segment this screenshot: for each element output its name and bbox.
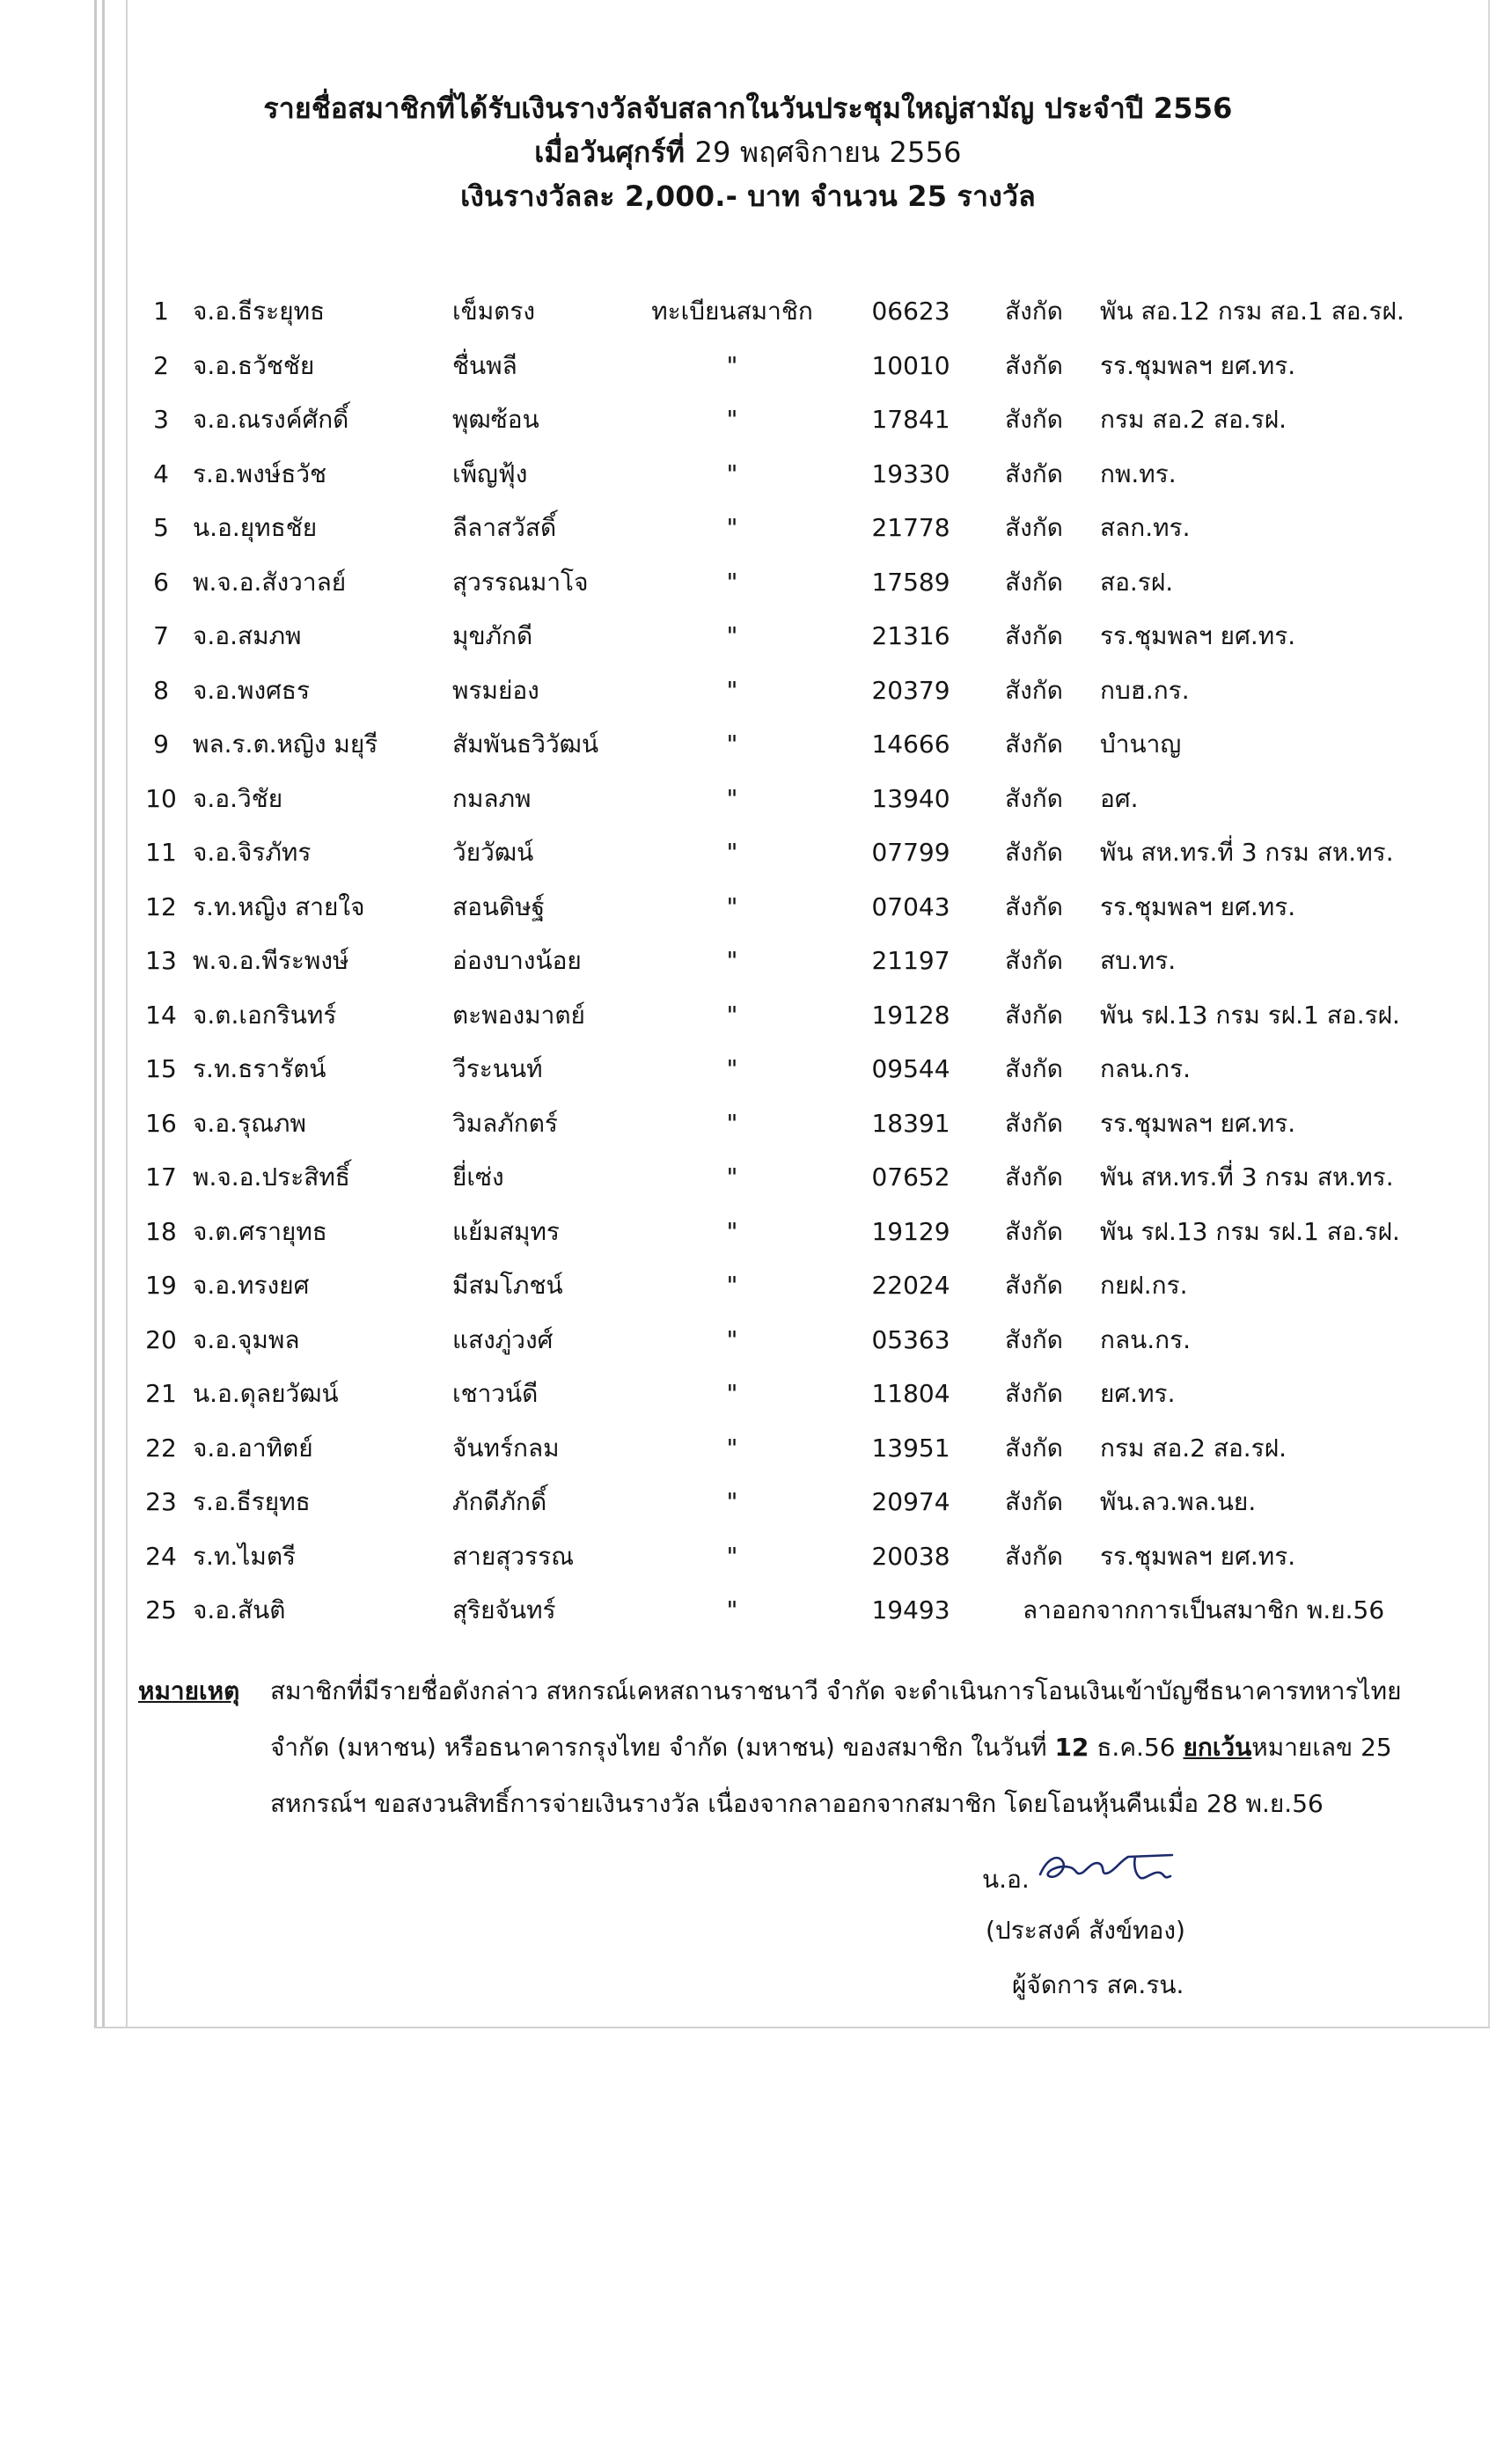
member-surname: มีสมโภชน์ — [452, 1271, 563, 1300]
affiliation-label: สังกัด — [1005, 946, 1063, 975]
member-row — [0, 1376, 1496, 1431]
member-surname: สัมพันธวิวัฒน์ — [452, 730, 599, 759]
member-id: 13940 — [871, 783, 950, 813]
member-unit: รร.ชุมพลฯ ยศ.ทร. — [1100, 621, 1296, 650]
member-row — [0, 943, 1496, 998]
affiliation-label: สังกัด — [1005, 1216, 1063, 1246]
member-surname: วิมลภักตร์ — [452, 1108, 558, 1138]
prize-info: เงินรางวัลละ 2,000.- บาท จำนวน 25 รางวัล — [460, 180, 1036, 213]
member-id: 22024 — [871, 1271, 950, 1300]
member-name: จ.ต.เอกรินทร์ — [193, 1000, 337, 1030]
member-unit: กรม สอ.2 สอ.รฝ. — [1100, 1433, 1287, 1463]
member-name: จ.อ.วิชัย — [193, 783, 283, 813]
member-row — [0, 402, 1496, 457]
member-id: 14666 — [871, 730, 950, 759]
member-row — [0, 510, 1496, 565]
member-id: 21197 — [871, 946, 950, 975]
member-name: จ.อ.อาทิตย์ — [193, 1433, 313, 1463]
member-surname: สุริยจันทร์ — [452, 1595, 556, 1624]
member-surname: พุฒซ้อน — [452, 405, 539, 434]
registration-label: " — [726, 567, 738, 597]
member-row — [0, 998, 1496, 1052]
registration-label: " — [726, 675, 738, 705]
registration-label: " — [726, 946, 738, 975]
row-number: 10 — [145, 783, 177, 813]
member-surname: สอนดิษฐ์ — [452, 891, 546, 921]
document-header — [0, 86, 1496, 218]
transfer-day: 12 — [1054, 1733, 1089, 1762]
member-surname: พรมย่อง — [452, 675, 539, 705]
affiliation-label: สังกัด — [1005, 838, 1063, 867]
except-label: ยกเว้น — [1183, 1733, 1252, 1762]
member-id: 11804 — [871, 1379, 950, 1408]
registration-label: " — [726, 350, 738, 380]
affiliation-label: สังกัด — [1005, 1379, 1063, 1408]
member-name: จ.อ.รุณภพ — [193, 1108, 306, 1138]
registration-label: " — [726, 621, 738, 650]
document-date — [0, 130, 1496, 174]
member-id: 13951 — [871, 1433, 950, 1463]
member-surname: วัยวัฒน์ — [452, 838, 534, 867]
except-number: หมายเลข 25 — [1251, 1733, 1392, 1762]
member-unit: อศ. — [1100, 783, 1139, 813]
member-unit: กยฝ.กร. — [1100, 1271, 1188, 1300]
member-unit: พัน.ลว.พล.นย. — [1100, 1487, 1257, 1516]
member-surname: กมลภพ — [452, 783, 532, 813]
member-row — [0, 835, 1496, 890]
row-number: 19 — [145, 1271, 177, 1300]
member-unit: รร.ชุมพลฯ ยศ.ทร. — [1100, 1541, 1296, 1571]
member-surname: อ่องบางน้อย — [452, 946, 582, 975]
member-row — [0, 1052, 1496, 1106]
member-id: 19128 — [871, 1000, 950, 1030]
member-surname: วีระนนท์ — [452, 1054, 543, 1083]
page-bottom-edge — [94, 2027, 1490, 2028]
affiliation-label: สังกัด — [1005, 458, 1063, 488]
member-surname: แสงภู่วงศ์ — [452, 1324, 554, 1354]
member-name: ร.อ.ธีรยุทธ — [193, 1487, 311, 1516]
row-number: 4 — [153, 458, 169, 488]
affiliation-label: สังกัด — [1005, 783, 1063, 813]
member-row — [0, 1539, 1496, 1594]
member-surname: เชาวน์ดี — [452, 1379, 539, 1408]
member-unit: พัน รฝ.13 กรม รฝ.1 สอ.รฝ. — [1100, 1216, 1400, 1246]
registration-label: ทะเบียนสมาชิก — [651, 297, 813, 326]
member-surname: จันทร์กลม — [452, 1433, 560, 1463]
affiliation-label: สังกัด — [1005, 567, 1063, 597]
registration-label: " — [726, 1000, 738, 1030]
member-surname: ลีลาสวัสดิ์ — [452, 513, 557, 542]
member-surname: เพ็ญฟุ้ง — [452, 458, 528, 488]
member-id: 07652 — [871, 1162, 950, 1192]
affiliation-label: สังกัด — [1005, 730, 1063, 759]
row-number: 8 — [153, 675, 169, 705]
member-id: 17589 — [871, 567, 950, 597]
member-name: จ.อ.สันติ — [193, 1595, 286, 1624]
registration-label: " — [726, 891, 738, 921]
affiliation-label: สังกัด — [1005, 1324, 1063, 1354]
signer-position: ผู้จัดการ สค.รน. — [1012, 1970, 1184, 1999]
affiliation-label: สังกัด — [1005, 1000, 1063, 1030]
member-name: พ.จ.อ.สังวาลย์ — [193, 567, 347, 597]
member-id: 19330 — [871, 458, 950, 488]
member-id: 20038 — [871, 1541, 950, 1571]
member-name: จ.อ.ณรงค์ศักดิ์ — [193, 405, 349, 434]
row-number: 3 — [153, 405, 169, 434]
member-name: จ.อ.พงศธร — [193, 675, 311, 705]
member-name: ร.อ.พงษ์ธวัช — [193, 458, 327, 488]
registration-label: " — [726, 1162, 738, 1192]
row-number: 23 — [145, 1487, 177, 1516]
member-unit: รร.ชุมพลฯ ยศ.ทร. — [1100, 350, 1296, 380]
row-number: 22 — [145, 1433, 177, 1463]
member-unit: รร.ชุมพลฯ ยศ.ทร. — [1100, 891, 1296, 921]
member-id: 17841 — [871, 405, 950, 434]
member-id: 09544 — [871, 1054, 950, 1083]
handwritten-signature — [1031, 1841, 1190, 1890]
row-number: 24 — [145, 1541, 177, 1571]
row-number: 9 — [153, 730, 169, 759]
registration-label: " — [726, 730, 738, 759]
transfer-month: ธ.ค.56 — [1089, 1733, 1184, 1762]
member-id: 19129 — [871, 1216, 950, 1246]
registration-label: " — [726, 838, 738, 867]
member-id: 07043 — [871, 891, 950, 921]
registration-label: " — [726, 1379, 738, 1408]
registration-label: " — [726, 1271, 738, 1300]
member-row — [0, 890, 1496, 944]
member-surname: แย้มสมุทร — [452, 1216, 560, 1246]
signer-name: (ประสงค์ สังข์ทอง) — [986, 1916, 1185, 1945]
member-name: จ.อ.จิรภัทร — [193, 838, 312, 867]
row-number: 12 — [145, 891, 177, 921]
affiliation-label: สังกัด — [1005, 1162, 1063, 1192]
registration-label: " — [726, 405, 738, 434]
member-unit: กรม สอ.2 สอ.รฝ. — [1100, 405, 1287, 434]
affiliation-label: สังกัด — [1005, 1541, 1063, 1571]
member-row — [0, 1323, 1496, 1377]
member-name: จ.อ.ธวัชชัย — [193, 350, 315, 380]
member-unit: ยศ.ทร. — [1100, 1379, 1176, 1408]
member-row — [0, 1431, 1496, 1485]
member-name: จ.อ.จุมพล — [193, 1324, 300, 1354]
member-name: จ.อ.สมภพ — [193, 621, 302, 650]
row-number: 16 — [145, 1108, 177, 1138]
row-number: 1 — [153, 297, 169, 326]
member-id: 21316 — [871, 621, 950, 650]
row-number: 11 — [145, 838, 177, 867]
member-unit: กบฮ.กร. — [1100, 675, 1190, 705]
row-number: 25 — [145, 1595, 177, 1624]
member-unit: พัน สห.ทร.ที่ 3 กรม สห.ทร. — [1100, 838, 1394, 867]
member-unit: รร.ชุมพลฯ ยศ.ทร. — [1100, 1108, 1296, 1138]
member-row — [0, 1268, 1496, 1323]
remark-label: หมายเหตุ — [138, 1676, 240, 1705]
remark-text: จำกัด (มหาชน) หรือธนาคารกรุงไทย จำกัด (มหาชน) ของสมาชิก ในวันที่ — [270, 1733, 1055, 1762]
row-number: 20 — [145, 1324, 177, 1354]
row-number: 6 — [153, 567, 169, 597]
row-number: 5 — [153, 513, 169, 542]
registration-label: " — [726, 1108, 738, 1138]
member-row — [0, 1106, 1496, 1161]
member-name: จ.อ.ธีระยุทธ — [193, 297, 326, 326]
member-name: พล.ร.ต.หญิง มยุรี — [193, 730, 378, 759]
registration-label: " — [726, 1216, 738, 1246]
date-value: 29 พฤศจิกายน 2556 — [694, 136, 962, 169]
member-id: 20974 — [871, 1487, 950, 1516]
row-number: 18 — [145, 1216, 177, 1246]
affiliation-label: สังกัด — [1005, 1271, 1063, 1300]
member-unit: พัน สห.ทร.ที่ 3 กรม สห.ทร. — [1100, 1162, 1394, 1192]
member-name: จ.อ.ทรงยศ — [193, 1271, 310, 1300]
member-unit: กลน.กร. — [1100, 1054, 1192, 1083]
signer-rank: น.อ. — [982, 1865, 1030, 1894]
member-surname: เข็มตรง — [452, 297, 536, 326]
affiliation-label: สังกัด — [1005, 621, 1063, 650]
member-unit: กพ.ทร. — [1100, 458, 1177, 488]
member-unit: กลน.กร. — [1100, 1324, 1192, 1354]
registration-label: " — [726, 513, 738, 542]
member-id: 19493 — [871, 1595, 950, 1624]
member-name: ร.ท.หญิง สายใจ — [193, 891, 365, 921]
member-row — [0, 565, 1496, 620]
member-row — [0, 1160, 1496, 1214]
member-unit: สอ.รฝ. — [1100, 567, 1174, 597]
affiliation-label: สังกัด — [1005, 350, 1063, 380]
member-id: 05363 — [871, 1324, 950, 1354]
member-surname: ยี่เซ่ง — [452, 1162, 504, 1192]
member-unit: พัน รฝ.13 กรม รฝ.1 สอ.รฝ. — [1100, 1000, 1400, 1030]
date-prefix: เมื่อวันศุกร์ที่ — [534, 136, 695, 169]
member-surname: สายสุวรรณ — [452, 1541, 575, 1571]
registration-label: " — [726, 1054, 738, 1083]
member-surname: ชื่นพลี — [452, 350, 517, 380]
member-row — [0, 619, 1496, 673]
member-id: 10010 — [871, 350, 950, 380]
member-id: 06623 — [871, 297, 950, 326]
registration-label: " — [726, 458, 738, 488]
member-unit: บำนาญ — [1100, 730, 1182, 759]
affiliation-label: สังกัด — [1005, 675, 1063, 705]
row-number: 7 — [153, 621, 169, 650]
affiliation-label: สังกัด — [1005, 1433, 1063, 1463]
member-unit: พัน สอ.12 กรม สอ.1 สอ.รฝ. — [1100, 297, 1404, 326]
registration-label: " — [726, 1541, 738, 1571]
remark-line-3: สหกรณ์ฯ ขอสงวนสิทธิ์การจ่ายเงินรางวัล เนื่องจากลาออกจากสมาชิก โดยโอนหุ้นคืนเมื่อ 28 พ.ย.56 — [270, 1789, 1324, 1818]
member-row — [0, 781, 1496, 836]
registration-label: " — [726, 1324, 738, 1354]
row-number: 15 — [145, 1054, 177, 1083]
member-row — [0, 457, 1496, 511]
registration-label: " — [726, 1595, 738, 1624]
member-status-note: ลาออกจากการเป็นสมาชิก พ.ย.56 — [1023, 1595, 1385, 1624]
member-row — [0, 727, 1496, 781]
row-number: 17 — [145, 1162, 177, 1192]
member-name: พ.จ.อ.ประสิทธิ์ — [193, 1162, 350, 1192]
member-row — [0, 348, 1496, 403]
member-unit: สบ.ทร. — [1100, 946, 1177, 975]
document-title: รายชื่อสมาชิกที่ได้รับเงินรางวัลจับสลากในวันประชุมใหญ่สามัญ ประจำปี 2556 — [263, 92, 1233, 125]
member-surname: สุวรรณมาโจ — [452, 567, 589, 597]
member-id: 18391 — [871, 1108, 950, 1138]
member-name: ร.ท.ไมตรี — [193, 1541, 297, 1571]
registration-label: " — [726, 783, 738, 813]
remark-line-2 — [270, 1720, 1392, 1776]
remark-line-1: สมาชิกที่มีรายชื่อดังกล่าว สหกรณ์เคหสถานราชนาวี จำกัด จะดำเนินการโอนเงินเข้าบัญชีธนาคารทหารไทย — [270, 1676, 1402, 1705]
member-unit: สลก.ทร. — [1100, 513, 1191, 542]
member-row — [0, 1214, 1496, 1269]
member-list — [0, 294, 1496, 1647]
member-name: น.อ.ยุทธชัย — [193, 513, 318, 542]
row-number: 14 — [145, 1000, 177, 1030]
affiliation-label: สังกัด — [1005, 297, 1063, 326]
member-surname: ตะพองมาตย์ — [452, 1000, 585, 1030]
member-row — [0, 1593, 1496, 1647]
affiliation-label: สังกัด — [1005, 405, 1063, 434]
registration-label: " — [726, 1487, 738, 1516]
member-row — [0, 1485, 1496, 1539]
affiliation-label: สังกัด — [1005, 1108, 1063, 1138]
member-name: พ.จ.อ.พีระพงษ์ — [193, 946, 349, 975]
affiliation-label: สังกัด — [1005, 891, 1063, 921]
member-name: น.อ.ดุลยวัฒน์ — [193, 1379, 339, 1408]
member-id: 07799 — [871, 838, 950, 867]
member-name: จ.ต.ศรายุทธ — [193, 1216, 327, 1246]
registration-label: " — [726, 1433, 738, 1463]
row-number: 2 — [153, 350, 169, 380]
row-number: 13 — [145, 946, 177, 975]
member-row — [0, 673, 1496, 728]
member-surname: ภักดีภักดิ์ — [452, 1487, 547, 1516]
member-name: ร.ท.ธรารัตน์ — [193, 1054, 326, 1083]
row-number: 21 — [145, 1379, 177, 1408]
affiliation-label: สังกัด — [1005, 1054, 1063, 1083]
member-surname: มุขภักดี — [452, 621, 533, 650]
member-id: 20379 — [871, 675, 950, 705]
affiliation-label: สังกัด — [1005, 1487, 1063, 1516]
member-id: 21778 — [871, 513, 950, 542]
affiliation-label: สังกัด — [1005, 513, 1063, 542]
member-row — [0, 294, 1496, 348]
